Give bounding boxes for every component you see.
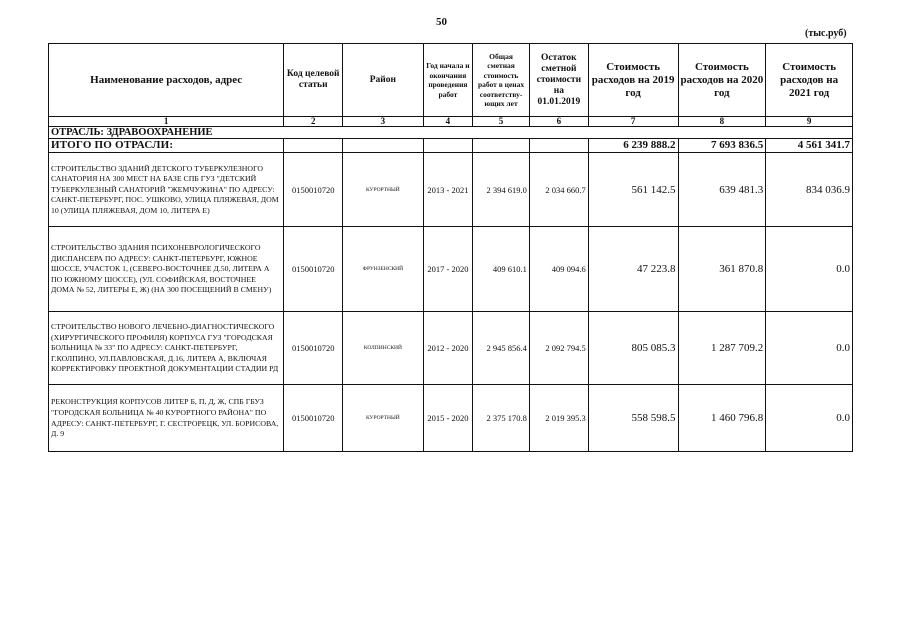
column-number: 6 bbox=[529, 117, 588, 127]
row-name: РЕКОНСТРУКЦИЯ КОРПУСОВ ЛИТЕР Б, П, Д, Ж, СПБ ГБУЗ "ГОРОДСКАЯ БОЛЬНИЦА № 40 КУРОРТНОГО РАЙОНА" ПО АДРЕСУ: САНКТ-ПЕТЕРБУРГ, Г. СЕСТРОРЕЦК, УЛ. БОРИСОВА, Д. 9 bbox=[49, 385, 284, 452]
units-label: (тыс.руб) bbox=[805, 28, 847, 39]
total-cost-2020: 7 693 836.5 bbox=[678, 139, 766, 153]
column-number-row bbox=[49, 117, 853, 127]
row-cost-2019: 561 142.5 bbox=[588, 153, 678, 227]
column-number: 3 bbox=[343, 117, 424, 127]
row-cost-2021: 0.0 bbox=[766, 385, 853, 452]
row-remainder: 409 094.6 bbox=[529, 227, 588, 312]
row-cost-2020: 1 287 709.2 bbox=[678, 312, 766, 385]
empty-cell bbox=[343, 139, 424, 153]
header-years: Год начала и окончания проведения работ bbox=[423, 44, 473, 117]
row-district: КУРОРТНЫЙ bbox=[343, 385, 424, 452]
section-title: ОТРАСЛЬ: ЗДРАВООХРАНЕНИЕ bbox=[49, 127, 853, 139]
row-cost-2020: 361 870.8 bbox=[678, 227, 766, 312]
total-cost-2021: 4 561 341.7 bbox=[766, 139, 853, 153]
section-row bbox=[49, 127, 853, 139]
row-total-cost: 409 610.1 bbox=[473, 227, 530, 312]
row-cost-2019: 47 223.8 bbox=[588, 227, 678, 312]
total-row bbox=[49, 139, 853, 153]
table-row bbox=[49, 385, 853, 452]
table-row bbox=[49, 227, 853, 312]
empty-cell bbox=[473, 139, 530, 153]
header-district: Район bbox=[343, 44, 424, 117]
total-label: ИТОГО ПО ОТРАСЛИ: bbox=[49, 139, 284, 153]
row-district: ФРУНЗЕНСКИЙ bbox=[343, 227, 424, 312]
column-number: 4 bbox=[423, 117, 473, 127]
header-cost-2019: Стоимость расходов на 2019 год bbox=[588, 44, 678, 117]
budget-table bbox=[48, 43, 853, 452]
row-code: 0150010720 bbox=[284, 385, 343, 452]
table-row bbox=[49, 312, 853, 385]
row-name: СТРОИТЕЛЬСТВО ЗДАНИЯ ПСИХОНЕВРОЛОГИЧЕСКОГО ДИСПАНСЕРА ПО АДРЕСУ: САНКТ-ПЕТЕРБУРГ, ЮЖНОЕ ШОССЕ, УЧАСТОК 1, (СЕВЕРО-ВОСТОЧНЕЕ Д.50, ЛИТЕРА А ПО ЮЖНОМУ ШОССЕ), (УЛ. СОФИЙСКАЯ, ВОСТОЧНЕЕ ДОМА № 52, ЛИТЕРЫ Е, Ж) (НА 300 ПОСЕЩЕНИЙ В СМЕНУ) bbox=[49, 227, 284, 312]
header-code: Код целевой статьи bbox=[284, 44, 343, 117]
row-total-cost: 2 394 619.0 bbox=[473, 153, 530, 227]
row-total-cost: 2 945 856.4 bbox=[473, 312, 530, 385]
table-row bbox=[49, 153, 853, 227]
row-name: СТРОИТЕЛЬСТВО НОВОГО ЛЕЧЕБНО-ДИАГНОСТИЧЕСКОГО (ХИРУРГИЧЕСКОГО ПРОФИЛЯ) КОРПУСА ГУЗ "ГОРОДСКАЯ БОЛЬНИЦА № 33" ПО АДРЕСУ: САНКТ-ПЕТЕРБУРГ, Г.КОЛПИНО, УЛ.ПАВЛОВСКАЯ, Д.16, ЛИТЕРА А, ВКЛЮЧАЯ КОРРЕКТИРОВКУ ПРОЕКТНОЙ ДОКУМЕНТАЦИИ СТАДИИ РД bbox=[49, 312, 284, 385]
column-number: 5 bbox=[473, 117, 530, 127]
row-code: 0150010720 bbox=[284, 312, 343, 385]
row-code: 0150010720 bbox=[284, 153, 343, 227]
header-total-cost: Общая сметная стоимость работ в ценах соответству-ющих лет bbox=[473, 44, 530, 117]
header-cost-2020: Стоимость расходов на 2020 год bbox=[678, 44, 766, 117]
row-cost-2021: 0.0 bbox=[766, 312, 853, 385]
column-number: 2 bbox=[284, 117, 343, 127]
row-remainder: 2 019 395.3 bbox=[529, 385, 588, 452]
row-name: СТРОИТЕЛЬСТВО ЗДАНИЙ ДЕТСКОГО ТУБЕРКУЛЕЗНОГО САНАТОРИЯ НА 300 МЕСТ НА БАЗЕ СПБ ГУЗ "ДЕТСКИЙ ТУБЕРКУЛЕЗНЫЙ САНАТОРИЙ "ЖЕМЧУЖИНА" ПО АДРЕСУ: САНКТ-ПЕТЕРБУРГ, ПОС. УШКОВО, УЛИЦА ПЛЯЖЕВАЯ, ДОМ 10 (УЛИЦА ПЛЯЖЕВАЯ, ДОМ 10, ЛИТЕРА Е) bbox=[49, 153, 284, 227]
empty-cell bbox=[529, 139, 588, 153]
row-total-cost: 2 375 170.8 bbox=[473, 385, 530, 452]
empty-cell bbox=[284, 139, 343, 153]
header-cost-2021: Стоимость расходов на 2021 год bbox=[766, 44, 853, 117]
total-cost-2019: 6 239 888.2 bbox=[588, 139, 678, 153]
row-years: 2015 - 2020 bbox=[423, 385, 473, 452]
header-remainder: Остаток сметной стоимости на 01.01.2019 bbox=[529, 44, 588, 117]
column-number: 1 bbox=[49, 117, 284, 127]
row-cost-2020: 639 481.3 bbox=[678, 153, 766, 227]
column-number: 8 bbox=[678, 117, 766, 127]
column-number: 7 bbox=[588, 117, 678, 127]
row-district: КУРОРТНЫЙ bbox=[343, 153, 424, 227]
header-name: Наименование расходов, адрес bbox=[49, 44, 284, 117]
column-number: 9 bbox=[766, 117, 853, 127]
row-years: 2013 - 2021 bbox=[423, 153, 473, 227]
row-cost-2021: 834 036.9 bbox=[766, 153, 853, 227]
row-district: КОЛПИНСКИЙ bbox=[343, 312, 424, 385]
empty-cell bbox=[423, 139, 473, 153]
row-cost-2019: 805 085.3 bbox=[588, 312, 678, 385]
row-code: 0150010720 bbox=[284, 227, 343, 312]
row-cost-2020: 1 460 796.8 bbox=[678, 385, 766, 452]
header-row bbox=[49, 44, 853, 117]
row-remainder: 2 034 660.7 bbox=[529, 153, 588, 227]
page-number: 50 bbox=[436, 16, 447, 28]
row-years: 2017 - 2020 bbox=[423, 227, 473, 312]
row-cost-2019: 558 598.5 bbox=[588, 385, 678, 452]
row-cost-2021: 0.0 bbox=[766, 227, 853, 312]
row-years: 2012 - 2020 bbox=[423, 312, 473, 385]
row-remainder: 2 092 794.5 bbox=[529, 312, 588, 385]
